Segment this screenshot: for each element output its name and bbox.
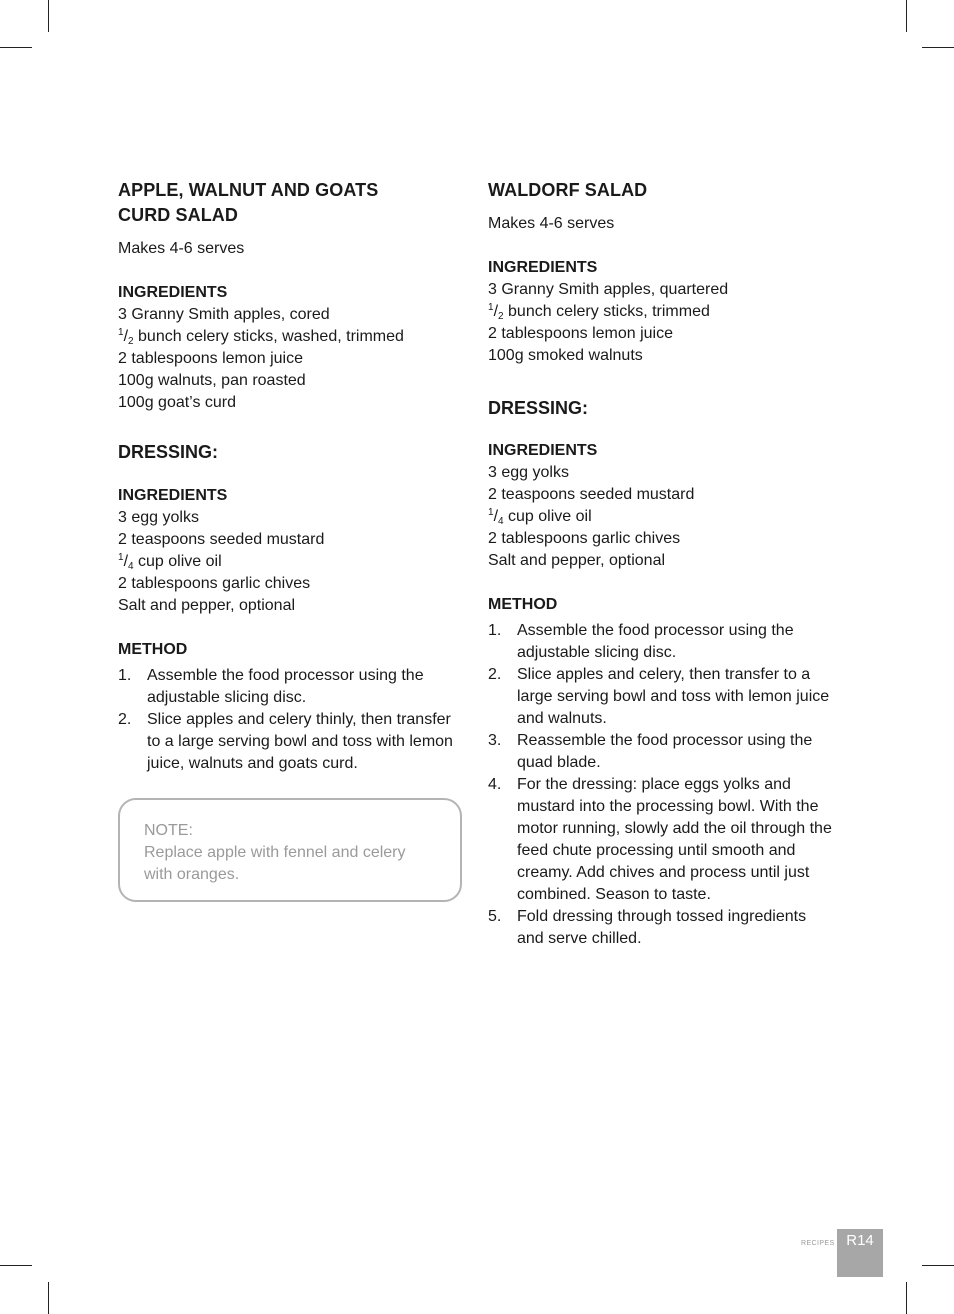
dressing-line: 3 egg yolks [488,464,569,481]
dressing-line: Salt and pepper, optional [488,552,666,569]
method-heading: METHOD [118,641,188,658]
method-list [488,620,836,950]
method-list [118,665,468,775]
dressing-line: 2 tablespoons garlic chives [488,530,681,547]
note-box [118,798,462,902]
dressing-heading: DRESSING: [118,442,219,462]
recipe-title: WALDORF SALAD [488,180,648,200]
method-step: 1. Assemble the food processor using the adjustable slicing disc. [118,667,424,706]
crop-mark [922,47,954,48]
right-recipe [488,178,836,950]
dressing-heading: DRESSING: [488,398,589,418]
dressing-line: Salt and pepper, optional [118,597,296,614]
serves-text: Makes 4-6 serves [118,240,245,257]
crop-mark [0,1265,32,1266]
note-text: Replace apple with fennel and celery with oranges. [144,844,406,883]
dressing-ingredients-heading: INGREDIENTS [118,487,228,504]
page-number-tab: R14 [837,1229,883,1277]
method-step: 5. Fold dressing through tossed ingredients and serve chilled. [488,908,807,947]
ingredient-line: 3 Granny Smith apples, quartered [488,281,729,298]
footer-section-label: RECIPES [801,1240,835,1247]
crop-mark [906,0,907,32]
ingredient-line: 100g goat’s curd [118,394,237,411]
crop-mark [0,47,32,48]
dressing-line: 2 teaspoons seeded mustard [118,531,325,548]
serves-text: Makes 4-6 serves [488,215,615,232]
ingredient-line: 2 tablespoons lemon juice [118,350,304,367]
method-step: 2. Slice apples and celery thinly, then transfer to a large serving bowl and toss with lemon juice, walnuts and goats curd. [118,711,453,772]
recipe-title: APPLE, WALNUT AND GOATS CURD SALAD [118,180,379,225]
ingredient-line: $^1/_2$ bunch celery sticks, washed, trimmed [118,327,404,347]
dressing-line: $^1/_4$ cup olive oil [488,507,592,527]
ingredients-heading: INGREDIENTS [488,259,598,276]
crop-mark [922,1265,954,1266]
ingredient-line: 3 Granny Smith apples, cored [118,306,330,323]
left-recipe [118,178,468,775]
dressing-ingredients-heading: INGREDIENTS [488,442,598,459]
dressing-line: $^1/_4$ cup olive oil [118,552,222,572]
crop-mark [48,0,49,32]
dressing-line: 3 egg yolks [118,509,199,526]
dressing-line: 2 teaspoons seeded mustard [488,486,695,503]
note-label: NOTE: [144,822,193,839]
method-step: 4. For the dressing: place eggs yolks and mustard into the processing bowl. With the motor running, slowly add the oil through the feed chute processing until smooth and creamy. Add chives and process until just combined. Season to taste. [488,776,832,903]
ingredients-heading: INGREDIENTS [118,284,228,301]
method-step: 3. Reassemble the food processor using the quad blade. [488,732,813,771]
crop-mark [906,1282,907,1314]
ingredient-line: 100g walnuts, pan roasted [118,372,306,389]
ingredient-line: $^1/_2$ bunch celery sticks, trimmed [488,302,710,322]
crop-mark [48,1282,49,1314]
ingredient-line: 100g smoked walnuts [488,347,643,364]
method-step: 1. Assemble the food processor using the adjustable slicing disc. [488,622,794,661]
ingredient-line: 2 tablespoons lemon juice [488,325,674,342]
method-heading: METHOD [488,596,558,613]
method-step: 2. Slice apples and celery, then transfer to a large serving bowl and toss with lemon juice and walnuts. [488,666,830,727]
dressing-line: 2 tablespoons garlic chives [118,575,311,592]
